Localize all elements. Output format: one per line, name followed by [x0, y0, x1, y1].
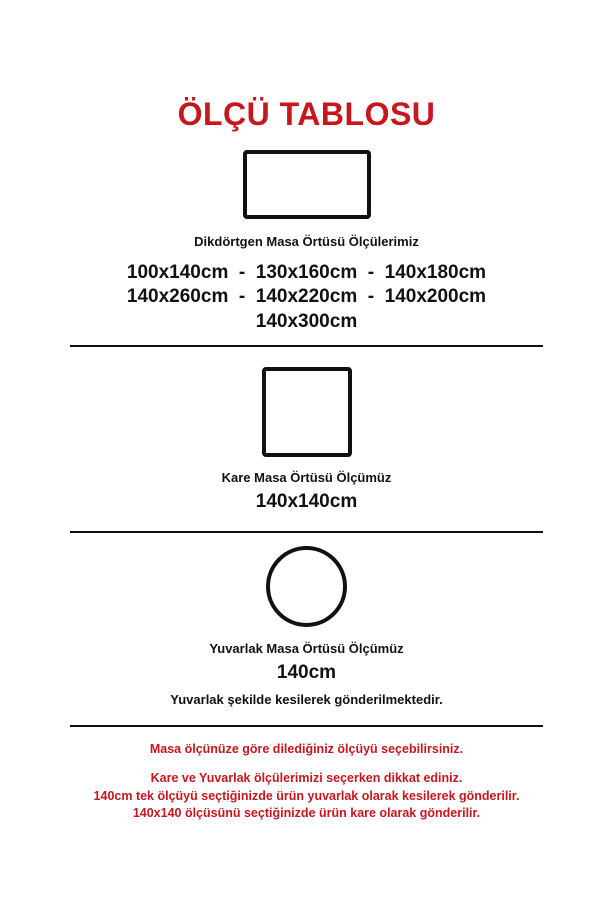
- section-divider: [70, 531, 543, 533]
- square-icon: [262, 367, 352, 457]
- page-title: ÖLÇÜ TABLOSU: [177, 96, 436, 132]
- rectangle-sizes-line-1: 100x140cm - 130x160cm - 140x180cm: [126, 262, 487, 283]
- note-line-2: Kare ve Yuvarlak ölçülerimizi seçerken dikkat ediniz.: [150, 771, 463, 785]
- round-note: Yuvarlak şekilde kesilerek gönderilmektedir.: [170, 692, 443, 707]
- square-size: 140x140cm: [255, 491, 358, 512]
- rectangle-label: Dikdörtgen Masa Örtüsü Ölçülerimiz: [194, 234, 419, 249]
- rectangle-icon: [243, 150, 371, 219]
- section-divider: [70, 725, 543, 727]
- square-label: Kare Masa Örtüsü Ölçümüz: [221, 470, 392, 485]
- section-divider: [70, 345, 543, 347]
- round-size: 140cm: [276, 662, 337, 683]
- circle-icon: [266, 546, 347, 627]
- note-line-4: 140x140 ölçüsünü seçtiğinizde ürün kare olarak gönderilir.: [132, 806, 481, 820]
- round-label: Yuvarlak Masa Örtüsü Ölçümüz: [209, 641, 404, 656]
- note-line-1: Masa ölçünüze göre dilediğiniz ölçüyü seçebilirsiniz.: [149, 742, 464, 756]
- note-line-3: 140cm tek ölçüyü seçtiğinizde ürün yuvarlak olarak kesilerek gönderilir.: [93, 789, 520, 803]
- rectangle-sizes-line-2: 140x260cm - 140x220cm - 140x200cm: [126, 286, 487, 307]
- rectangle-sizes-line-3: 140x300cm: [255, 311, 358, 332]
